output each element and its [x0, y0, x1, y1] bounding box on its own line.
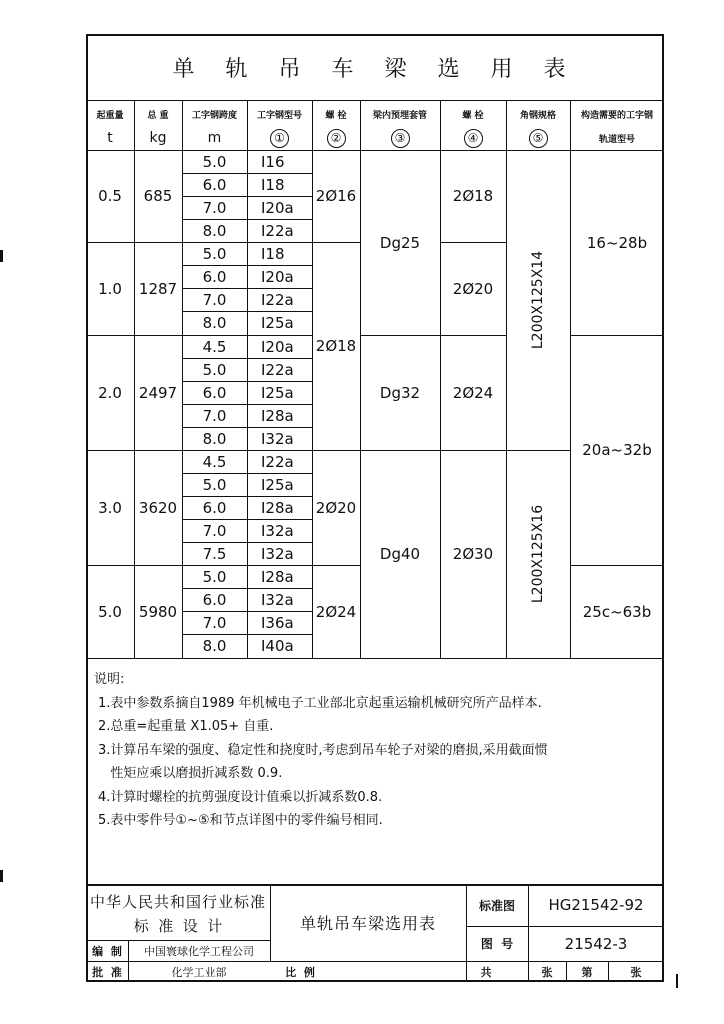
beam-model-cell: I22a — [261, 290, 294, 309]
row-rule — [182, 473, 312, 474]
header-bolt-a: 螺 栓 — [325, 110, 347, 121]
tb-prepared-label: 编 制 — [92, 944, 122, 958]
beam-model-cell: I22a — [261, 221, 294, 240]
group-weight: 2497 — [138, 383, 178, 402]
notes-heading: 说明: — [94, 672, 125, 687]
group-weight: 3620 — [138, 498, 178, 517]
row-rule — [182, 450, 312, 451]
bolt-a-value: 2Ø18 — [315, 337, 357, 355]
span-cell: 6.0 — [202, 590, 227, 609]
group-capacity: 3.0 — [98, 498, 122, 517]
beam-model-cell: I18 — [261, 244, 285, 263]
tb-prepared-value: 中国寰球化学工程公司 — [144, 944, 254, 958]
beam-model-cell: I25a — [261, 383, 294, 402]
note-item: 3.计算吊车梁的强度、稳定性和挠度时,考虑到吊车轮子对梁的磨损,采用截面惯 — [98, 742, 548, 758]
row-rule — [182, 611, 312, 612]
table-title: 单 轨 吊 车 梁 选 用 表 — [172, 56, 578, 82]
tb-std-label: 标准图 — [478, 898, 515, 913]
header-weight: 总 重 — [147, 110, 169, 121]
beam-model-cell: I40a — [261, 637, 294, 655]
row-rule — [182, 381, 312, 382]
tb-total-label: 共 — [480, 965, 492, 979]
group-capacity: 1.0 — [98, 279, 122, 298]
beam-model-cell: I22a — [261, 360, 294, 379]
row-rule — [182, 219, 312, 220]
group-weight: 1287 — [138, 279, 178, 298]
struct-beam-value: 20a~32b — [582, 441, 652, 459]
span-cell: 7.0 — [202, 613, 227, 632]
beam-model-cell: I20a — [261, 267, 294, 286]
part-number-2: ② — [327, 129, 346, 148]
part-number-1: ① — [270, 129, 289, 148]
header-struct-beam-line2: 轨道型号 — [598, 134, 635, 145]
beam-model-cell: I32a — [261, 544, 294, 563]
rule-header-top — [86, 100, 664, 101]
row-rule — [182, 565, 312, 566]
bolt-b-value: 2Ø20 — [452, 279, 494, 298]
beam-model-cell: I25a — [261, 475, 294, 494]
span-cell: 8.0 — [202, 221, 227, 240]
span-cell: 6.0 — [202, 267, 227, 286]
bolt-b-value: 2Ø30 — [452, 545, 494, 563]
row-rule — [182, 496, 312, 497]
span-cell: 6.0 — [202, 175, 227, 194]
bolt-a-value: 2Ø20 — [315, 498, 357, 517]
rule-table-bottom — [86, 658, 664, 659]
beam-model-cell: I28a — [261, 406, 294, 425]
span-cell: 5.0 — [202, 567, 227, 586]
tb-org-line1: 中华人民共和国行业标准 — [89, 892, 266, 911]
span-cell: 8.0 — [202, 637, 227, 655]
span-cell: 4.5 — [202, 452, 227, 471]
note-item: 2.总重=起重量 X1.05+ 自重. — [98, 719, 274, 734]
group-capacity: 5.0 — [98, 602, 122, 621]
tb-drawing-name: 单轨吊车梁选用表 — [299, 914, 436, 933]
struct-beam-value: 25c~63b — [582, 602, 652, 621]
part-number-5: ⑤ — [529, 129, 548, 148]
tb-fig-label: 图 号 — [480, 937, 514, 951]
tb-std-value: HG21542-92 — [548, 896, 644, 914]
beam-model-cell: I16 — [261, 152, 285, 171]
beam-model-cell: I32a — [261, 521, 294, 540]
beam-model-cell: I32a — [261, 429, 294, 448]
beam-model-cell: I36a — [261, 613, 294, 632]
beam-model-cell: I28a — [261, 498, 294, 517]
span-cell: 8.0 — [202, 429, 227, 448]
header-span: 工字钢跨度 — [191, 110, 237, 121]
struct-beam-value: 16~28b — [586, 233, 648, 252]
span-cell: 4.5 — [202, 337, 227, 356]
tb-sheet-label: 张 — [630, 965, 642, 979]
group-capacity: 0.5 — [98, 187, 122, 205]
beam-model-cell: I25a — [261, 314, 294, 332]
row-rule — [182, 427, 312, 428]
unit-span: m — [207, 130, 222, 146]
part-number-4: ④ — [464, 129, 483, 148]
span-cell: 7.0 — [202, 406, 227, 425]
beam-model-cell: I20a — [261, 337, 294, 356]
beam-model-cell: I18 — [261, 175, 285, 194]
span-cell: 7.5 — [202, 544, 227, 563]
beam-model-cell: I28a — [261, 567, 294, 586]
span-cell: 7.0 — [202, 521, 227, 540]
span-cell: 5.0 — [202, 244, 227, 263]
header-bolt-b: 螺 栓 — [462, 110, 484, 121]
angle-cell-1 — [506, 150, 570, 450]
part-number-5-cell — [506, 126, 570, 150]
bolt-a-value: 2Ø16 — [315, 187, 357, 205]
header-pipe: 梁内预埋套管 — [372, 110, 427, 121]
bolt-b-value: 2Ø24 — [452, 383, 494, 402]
span-cell: 6.0 — [202, 383, 227, 402]
header-beam-model: 工字钢型号 — [256, 110, 302, 121]
row-rule — [182, 519, 312, 520]
beam-model-cell: I20a — [261, 198, 294, 217]
group-capacity: 2.0 — [98, 383, 122, 402]
part-number-4-cell — [440, 126, 506, 150]
bolt-b-value: 2Ø18 — [452, 187, 494, 205]
span-cell: 5.0 — [202, 475, 227, 494]
group-weight: 5980 — [138, 602, 178, 621]
note-item: 5.表中零件号①~⑤和节点详图中的零件编号相同. — [98, 813, 383, 828]
beam-model-cell: I22a — [261, 452, 294, 471]
part-number-3: ③ — [391, 129, 410, 148]
header-angle: 角钢规格 — [519, 110, 556, 121]
group-weight: 685 — [143, 187, 173, 205]
span-cell: 7.0 — [202, 290, 227, 309]
angle-value: L200X125X16 — [530, 504, 546, 604]
span-cell: 7.0 — [202, 198, 227, 217]
part-number-3-cell — [360, 126, 440, 150]
row-rule — [182, 358, 312, 359]
span-cell: 5.0 — [202, 360, 227, 379]
pipe-value: Dg25 — [379, 233, 421, 252]
header-struct-beam: 构造需要的工字钢 — [580, 110, 653, 121]
bolt-a-value: 2Ø24 — [315, 602, 357, 621]
pipe-value: Dg40 — [379, 545, 421, 563]
tb-approved-value: 化学工业部 — [171, 965, 227, 979]
scan-mark — [676, 974, 678, 988]
tb-org-line2: 标 准 设 计 — [133, 916, 223, 935]
row-rule — [182, 542, 312, 543]
span-cell: 5.0 — [202, 152, 227, 171]
row-rule — [182, 404, 312, 405]
notes-section — [94, 668, 654, 833]
span-cell: 8.0 — [202, 314, 227, 332]
part-number-1-cell — [247, 126, 312, 150]
row-rule — [182, 242, 312, 243]
beam-model-cell: I32a — [261, 590, 294, 609]
note-item: 性矩应乘以磨损折减系数 0.9. — [98, 766, 283, 781]
header-capacity: 起重量 — [96, 110, 124, 121]
row-rule — [182, 173, 312, 174]
part-number-2-cell — [312, 126, 360, 150]
tb-sheets-label: 张 — [541, 965, 553, 979]
tb-sheet-no-label: 第 — [581, 965, 593, 979]
span-cell: 6.0 — [202, 498, 227, 517]
angle-value: L200X125X14 — [530, 250, 546, 350]
tb-scale-label: 比 例 — [285, 965, 315, 979]
scan-mark — [0, 870, 3, 882]
row-rule — [182, 288, 312, 289]
note-item: 4.计算时螺栓的抗剪强度设计值乘以折减系数0.8. — [98, 789, 383, 805]
scan-mark — [0, 250, 3, 262]
pipe-value: Dg32 — [379, 383, 421, 402]
unit-weight: kg — [149, 130, 167, 146]
row-rule — [182, 265, 312, 266]
row-rule — [182, 335, 312, 336]
tb-fig-value: 21542-3 — [564, 934, 628, 953]
note-item: 1.表中参数系摘自1989 年机械电子工业部北京起重运输机械研究所产品样本. — [98, 695, 542, 711]
angle-cell-2 — [506, 450, 570, 658]
tb-approved-label: 批 准 — [92, 965, 122, 979]
row-rule — [182, 634, 312, 635]
row-rule — [182, 196, 312, 197]
row-rule — [182, 311, 312, 312]
row-rule — [182, 588, 312, 589]
unit-capacity: t — [107, 130, 113, 146]
